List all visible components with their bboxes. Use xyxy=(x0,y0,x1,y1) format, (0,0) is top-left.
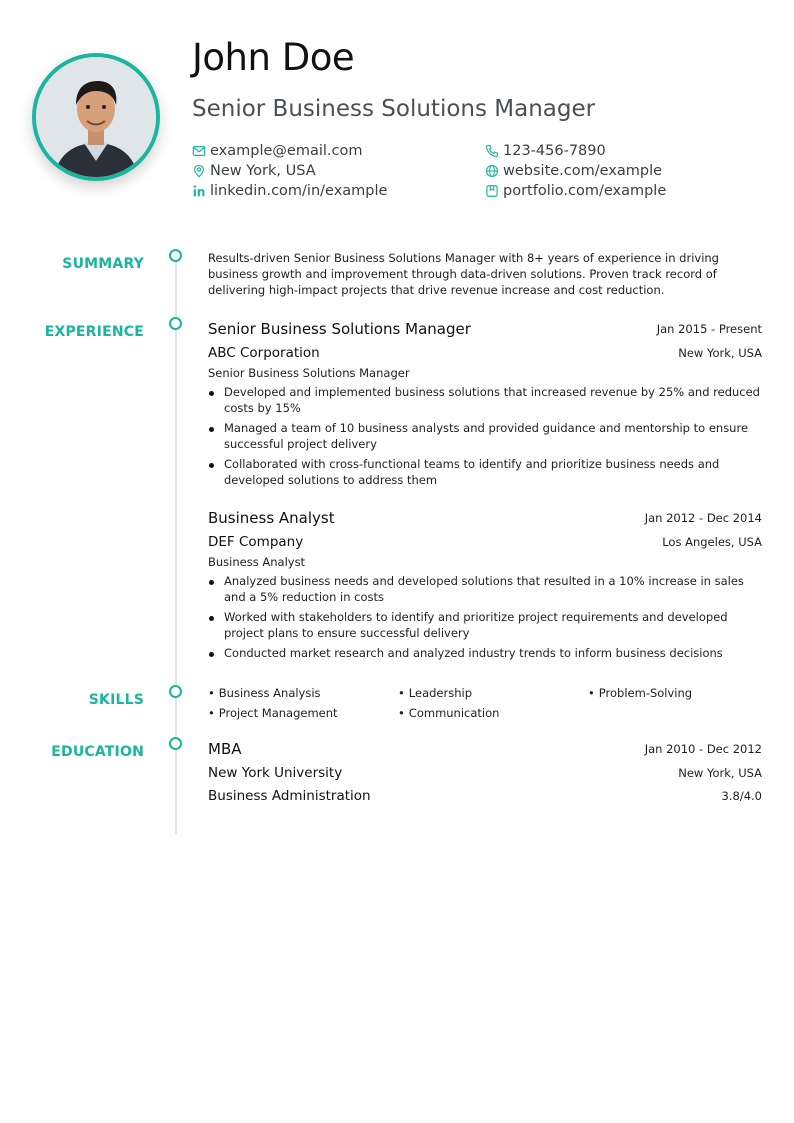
summary-section xyxy=(208,250,762,298)
contact-website[interactable] xyxy=(485,163,662,179)
education-school: New York University xyxy=(208,765,343,781)
profile-photo xyxy=(32,53,160,181)
contact-portfolio[interactable] xyxy=(485,183,666,199)
education-dates: Jan 2010 - Dec 2012 xyxy=(644,742,762,756)
education-degree: MBA xyxy=(208,740,242,758)
job-role: Business Analyst xyxy=(208,555,306,569)
contact-phone[interactable] xyxy=(485,143,606,159)
skill-item: • Communication xyxy=(398,706,499,720)
contact-email[interactable] xyxy=(192,143,362,159)
job-dates: Jan 2015 - Present xyxy=(656,322,762,336)
list-item: Conducted market research and analyzed industry trends to inform business decisions xyxy=(208,645,762,661)
list-item: Developed and implemented business solutions that increased revenue by 25% and reduced costs by 15% xyxy=(208,384,762,416)
skill-item: • Leadership xyxy=(398,686,472,700)
linkedin-icon xyxy=(192,184,206,198)
contact-location-text: New York, USA xyxy=(210,163,316,179)
contact-linkedin[interactable] xyxy=(192,183,387,199)
contact-location xyxy=(192,163,316,179)
section-label-experience: EXPERIENCE xyxy=(44,324,144,340)
experience-entry xyxy=(208,509,762,665)
job-location: Los Angeles, USA xyxy=(662,535,762,549)
timeline-dot-summary xyxy=(169,249,182,262)
job-bullets xyxy=(208,384,762,488)
job-title: Business Analyst xyxy=(208,509,335,527)
contact-info xyxy=(192,143,672,203)
skill-item: • Problem-Solving xyxy=(588,686,692,700)
globe-icon xyxy=(485,164,499,178)
timeline-dot-experience xyxy=(169,317,182,330)
phone-icon xyxy=(485,144,499,158)
skill-item: • Business Analysis xyxy=(208,686,321,700)
job-dates: Jan 2012 - Dec 2014 xyxy=(644,511,762,525)
job-company: DEF Company xyxy=(208,534,304,550)
education-section xyxy=(208,740,762,810)
job-company: ABC Corporation xyxy=(208,345,320,361)
list-item: Worked with stakeholders to identify and prioritize project requirements and developed project plans to ensure successful delivery xyxy=(208,609,762,641)
skills-section xyxy=(208,686,762,730)
experience-entry xyxy=(208,320,762,492)
list-item: Collaborated with cross-functional teams to identify and prioritize business needs and developed solutions to address them xyxy=(208,456,762,488)
list-item: Analyzed business needs and developed solutions that resulted in a 10% increase in sales and a 5% reduction in costs xyxy=(208,573,762,605)
section-label-summary: SUMMARY xyxy=(62,256,144,272)
profile-photo-icon xyxy=(36,57,156,177)
section-label-education: EDUCATION xyxy=(51,744,144,760)
education-location: New York, USA xyxy=(678,766,762,780)
summary-text: Results-driven Senior Business Solutions Manager with 8+ years of experience in driving business growth and improvement through data-driven solutions. Proven track record of delivering high-impact projects that drive revenue increase and cost reduction. xyxy=(208,251,719,297)
section-label-skills: SKILLS xyxy=(88,692,144,708)
skill-item: • Project Management xyxy=(208,706,338,720)
candidate-title: Senior Business Solutions Manager xyxy=(192,96,596,122)
contact-portfolio-text: portfolio.com/example xyxy=(503,183,667,199)
education-field: Business Administration xyxy=(208,788,371,804)
candidate-name: John Doe xyxy=(192,36,355,79)
contact-email-text: example@email.com xyxy=(210,143,363,159)
job-location: New York, USA xyxy=(678,346,762,360)
timeline-dot-skills xyxy=(169,685,182,698)
mail-icon xyxy=(192,144,206,158)
list-item: Managed a team of 10 business analysts and provided guidance and mentorship to ensure successful project delivery xyxy=(208,420,762,452)
portfolio-icon xyxy=(485,184,499,198)
education-gpa: 3.8/4.0 xyxy=(721,789,762,803)
contact-linkedin-text: linkedin.com/in/example xyxy=(210,183,388,199)
job-title: Senior Business Solutions Manager xyxy=(208,320,471,338)
map-pin-icon xyxy=(192,164,206,178)
job-bullets xyxy=(208,573,762,661)
contact-phone-text: 123-456-7890 xyxy=(503,143,606,159)
job-role: Senior Business Solutions Manager xyxy=(208,366,410,380)
timeline-dot-education xyxy=(169,737,182,750)
contact-website-text: website.com/example xyxy=(503,163,663,179)
